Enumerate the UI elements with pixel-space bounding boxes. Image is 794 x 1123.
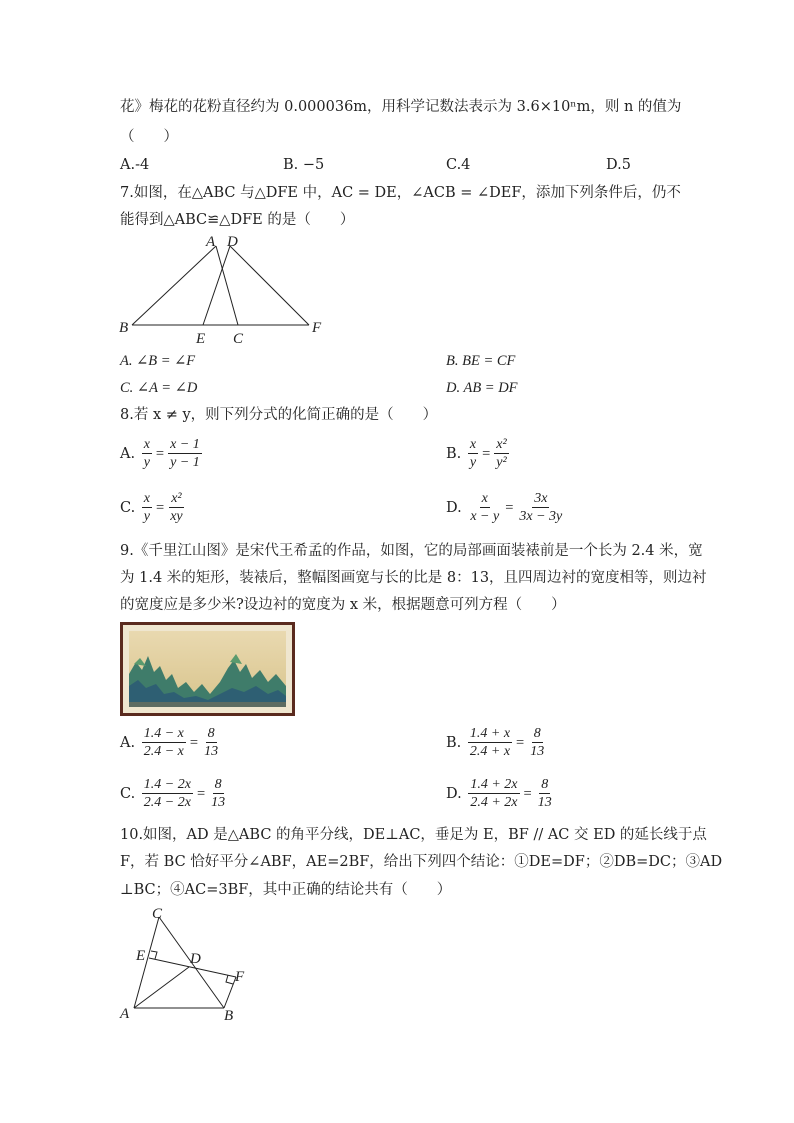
q7-label-d: D	[227, 234, 238, 250]
q7-label-c: C	[233, 331, 244, 347]
painting-image	[120, 622, 295, 716]
q8-option-b: B. $\frac{x}{y}$ = $\frac{\text{x²}}{\text{y²}}$	[446, 437, 507, 470]
q7-label-b: B	[119, 320, 129, 336]
q7-segment-df	[230, 246, 309, 325]
q8-stem: 8.若 x ≠ y，则下列分式的化简正确的是（ ）	[120, 407, 438, 423]
q10-label-b: B	[224, 1008, 234, 1024]
q7-label-f: F	[312, 320, 322, 336]
q9-option-b: B. $\frac{1.4 + x}{2.4 + x}$ = $\frac{8}{13}$	[446, 726, 545, 759]
q10-triangle-figure	[114, 900, 264, 1026]
q7-triangle-figure	[112, 232, 342, 350]
q7-option-b: B. BE = CF	[446, 353, 516, 369]
q10-label-c: C	[152, 906, 163, 922]
q7-option-c: C. ∠A = ∠D	[120, 380, 198, 396]
q8-option-a: A. $\frac{x}{y}$ = $\frac{x - 1}{y - 1}$	[120, 437, 200, 470]
q6-option-d: D.5	[606, 157, 631, 173]
q7-stem-line2: 能得到△ABC≌△DFE 的是（ ）	[120, 212, 355, 228]
q10-stem-line2: F，若 BC 恰好平分∠ABF，AE=2BF，给出下列四个结论：①DE=DF；②DB=DC；③AD	[120, 854, 723, 870]
q6-option-b: B. −5	[283, 157, 325, 173]
q6-stem-line1: 花》梅花的花粉直径约为 0.000036m，用科学记数法表示为 3.6×10ⁿm，则 n 的值为	[120, 99, 682, 115]
q10-label-f: F	[235, 969, 245, 985]
q6-option-a: A.-4	[120, 157, 150, 173]
q7-segment-ba	[132, 246, 216, 325]
q9-option-d: D. $\frac{1.4 + 2x}{2.4 + 2x}$ = $\frac{8}{13}$	[446, 777, 552, 810]
q9-option-a: A. $\frac{1.4 - x}{2.4 - x}$ = $\frac{8}{13}$	[120, 726, 219, 759]
q9-option-c: C. $\frac{1.4 - 2x}{2.4 - 2x}$ = $\frac{8}{13}$	[120, 777, 226, 810]
q9-stem-line2: 为 1.4 米的矩形，装裱后，整幅图画宽与长的比是 8：13，且四周边衬的宽度相等，则边衬	[120, 570, 707, 586]
q7-segment-ed	[203, 246, 230, 325]
q9-stem-line3: 的宽度应是多少米?设边衬的宽度为 x 米，根据题意可列方程（ ）	[120, 597, 566, 613]
q9-stem-line1: 9.《千里江山图》是宋代王希孟的作品，如图，它的局部画面装裱前是一个长为 2.4 米，宽	[120, 543, 703, 559]
q10-label-a: A	[120, 1006, 130, 1022]
q10-label-e: E	[136, 948, 146, 964]
q7-stem-line1: 7.如图，在△ABC 与△DFE 中，AC = DE，∠ACB = ∠DEF，添加下列条件后，仍不	[120, 185, 681, 201]
q10-stem-line1: 10.如图，AD 是△ABC 的角平分线，DE⊥AC，垂足为 E，BF // AC 交 ED 的延长线于点	[120, 827, 707, 843]
q8-option-d: D. $\frac{x}{x - y}$ = $\frac{3x}{3x - 3y}$	[446, 491, 563, 524]
q7-label-a: A	[206, 234, 216, 250]
q10-segment-ad	[134, 967, 189, 1008]
q10-label-d: D	[190, 951, 201, 967]
q6-option-c: C.4	[446, 157, 471, 173]
q7-option-d: D. AB = DF	[446, 380, 518, 396]
q8-option-c: C. $\frac{x}{y}$ = $\frac{\text{x²}}{xy}$	[120, 491, 183, 524]
q10-stem-line3: ⊥BC；④AC=3BF，其中正确的结论共有（ ）	[120, 882, 452, 898]
q6-answer-paren: （ ）	[120, 129, 178, 145]
q10-right-angle-e	[151, 951, 157, 959]
q7-label-e: E	[196, 331, 206, 347]
q7-segment-ac	[216, 246, 238, 325]
q7-option-a: A. ∠B = ∠F	[120, 353, 196, 369]
